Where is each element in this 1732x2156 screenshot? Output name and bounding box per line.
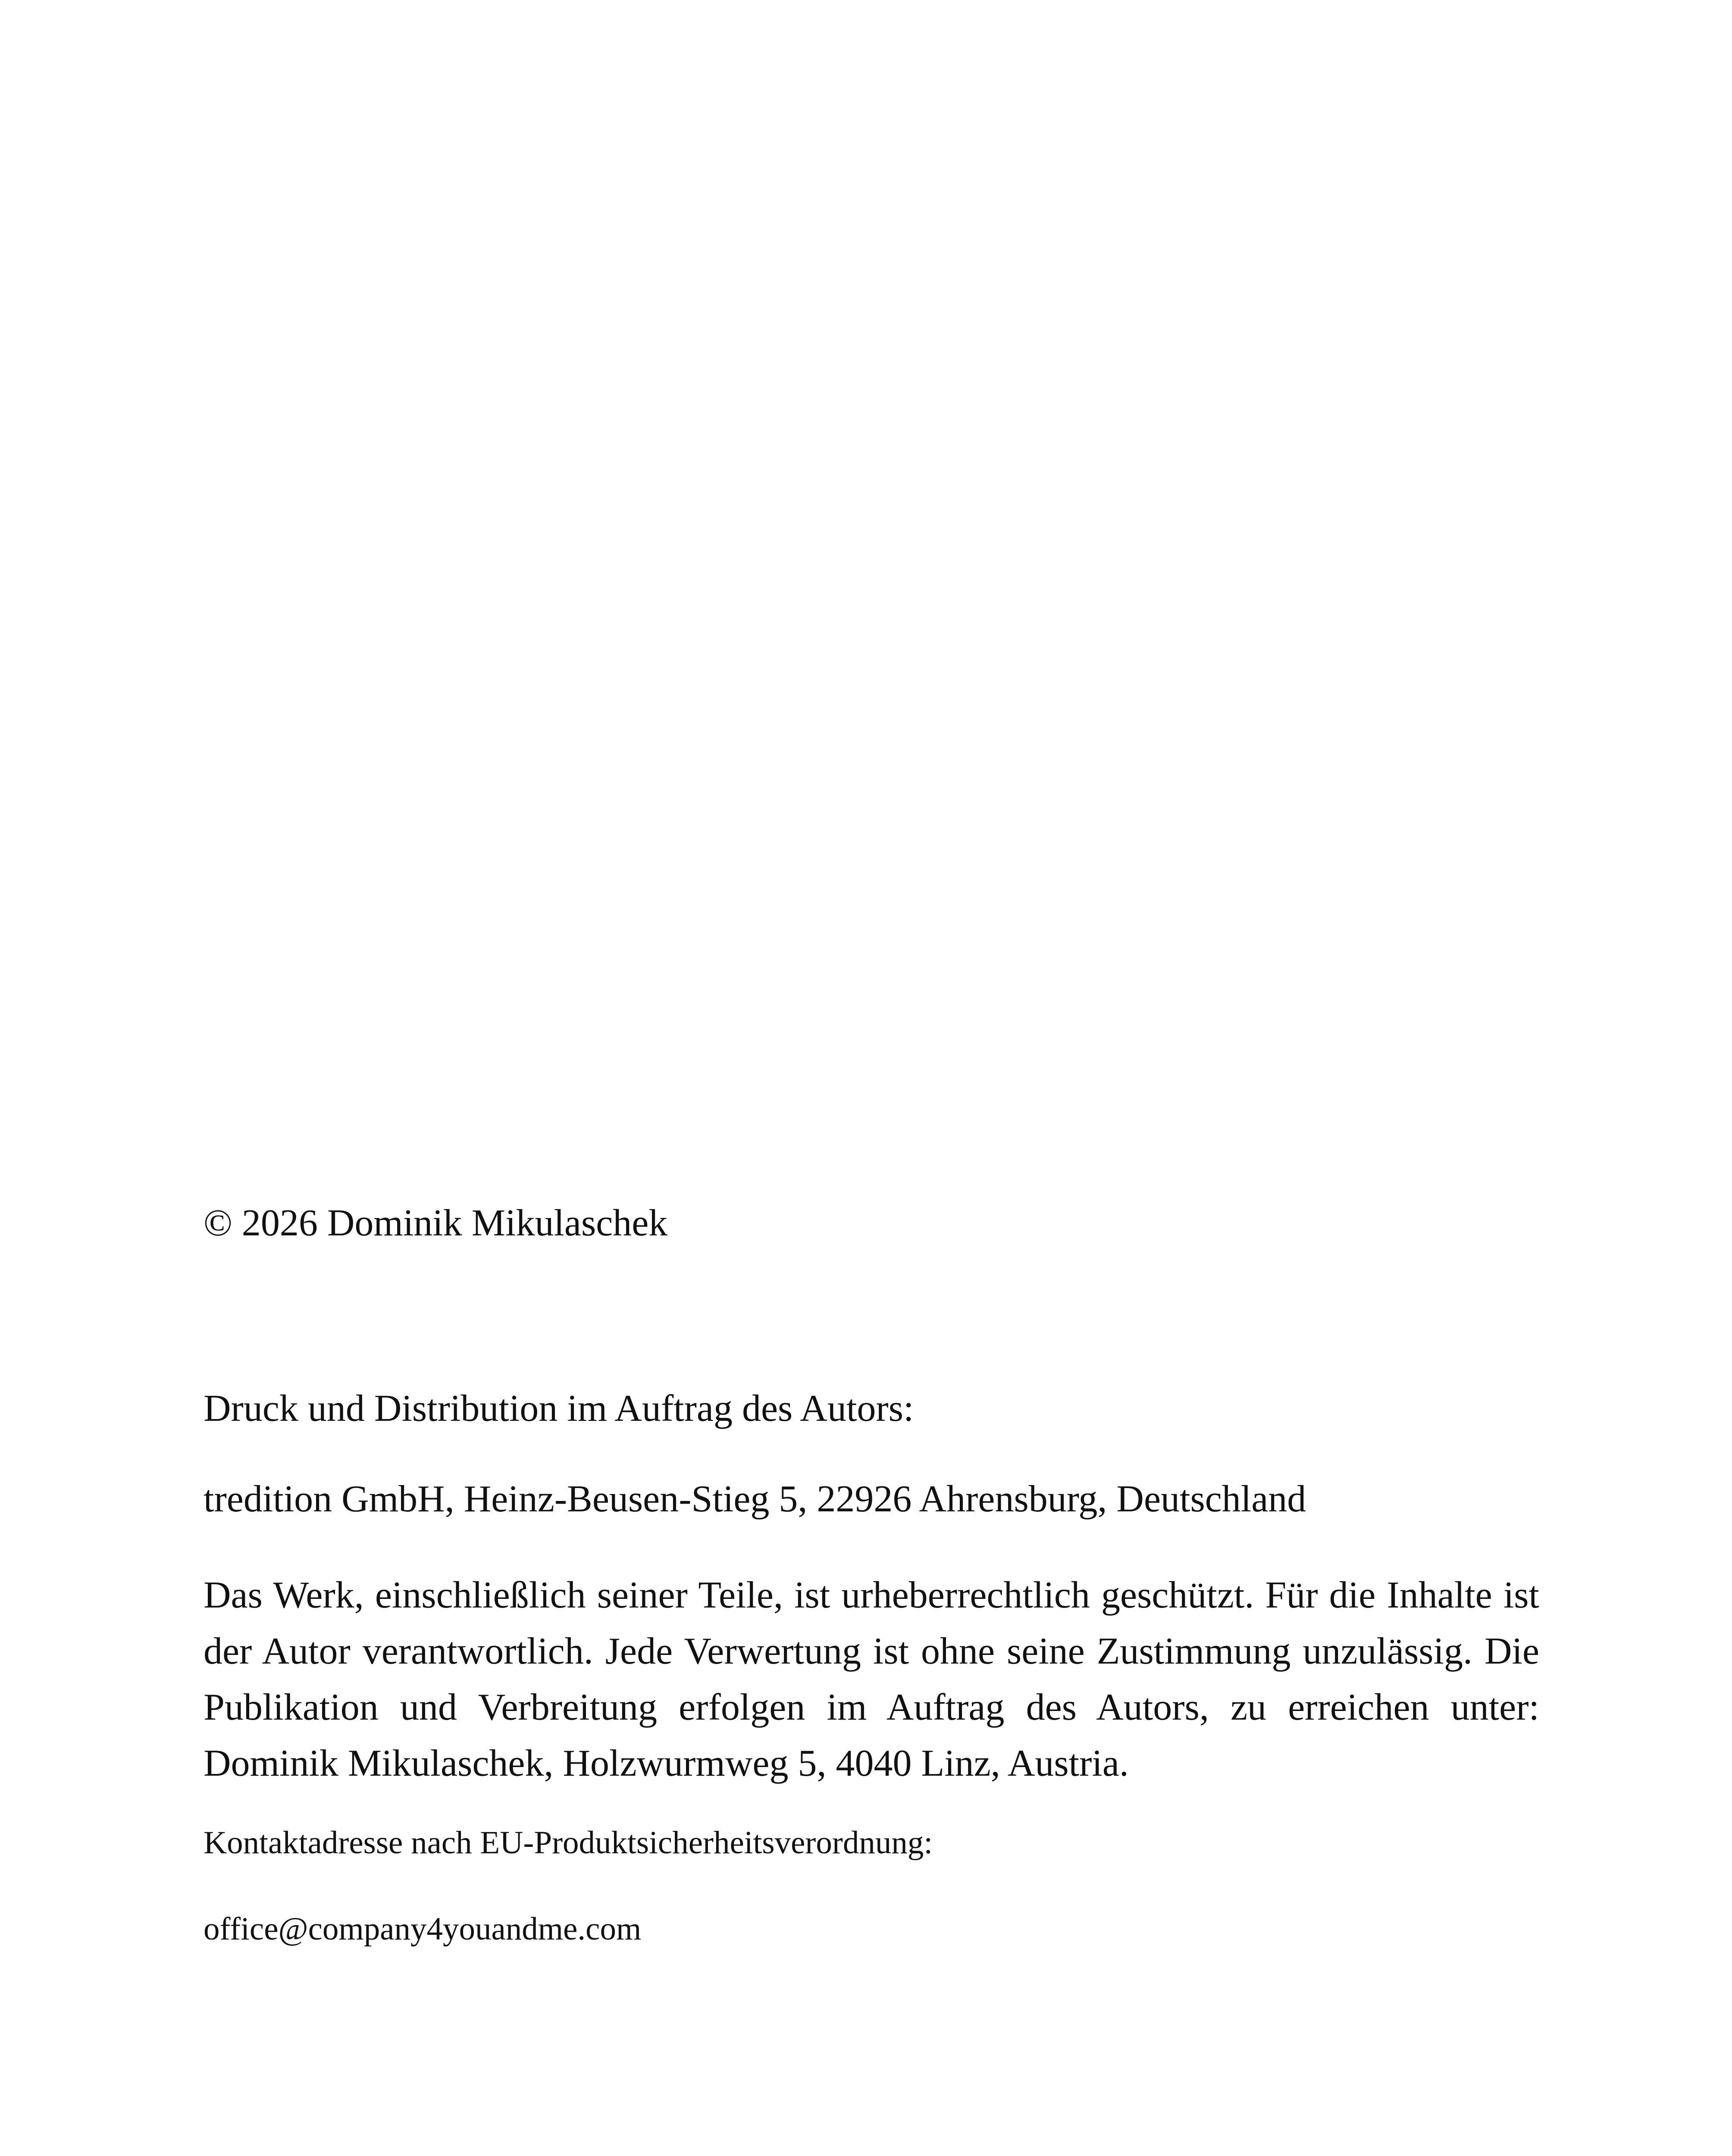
eu-contact-label: Kontaktadresse nach EU-Produktsicherheitsverordnung: (204, 1825, 933, 1861)
copyright-legal-notice: Das Werk, einschließlich seiner Teile, ist urheberrechtlich geschützt. Für die Inhalte ist der Autor verantwortlich. Jede Verwertung ist ohne seine Zustimmung unzulässig. Die Publikation und Verbreitung erfolgen im Auftrag des Autors, zu erreichen unter: Dominik Mikulaschek, Holzwurmweg 5, 4040 Linz, Austria. (204, 1574, 1539, 1784)
copyright-line: © 2026 Dominik Mikulaschek (204, 1202, 668, 1244)
printing-distribution-label: Druck und Distribution im Auftrag des Autors: (204, 1388, 914, 1429)
printer-address: tredition GmbH, Heinz-Beusen-Stieg 5, 22926 Ahrensburg, Deutschland (204, 1478, 1306, 1520)
contact-email: office@company4youandme.com (204, 1911, 642, 1947)
